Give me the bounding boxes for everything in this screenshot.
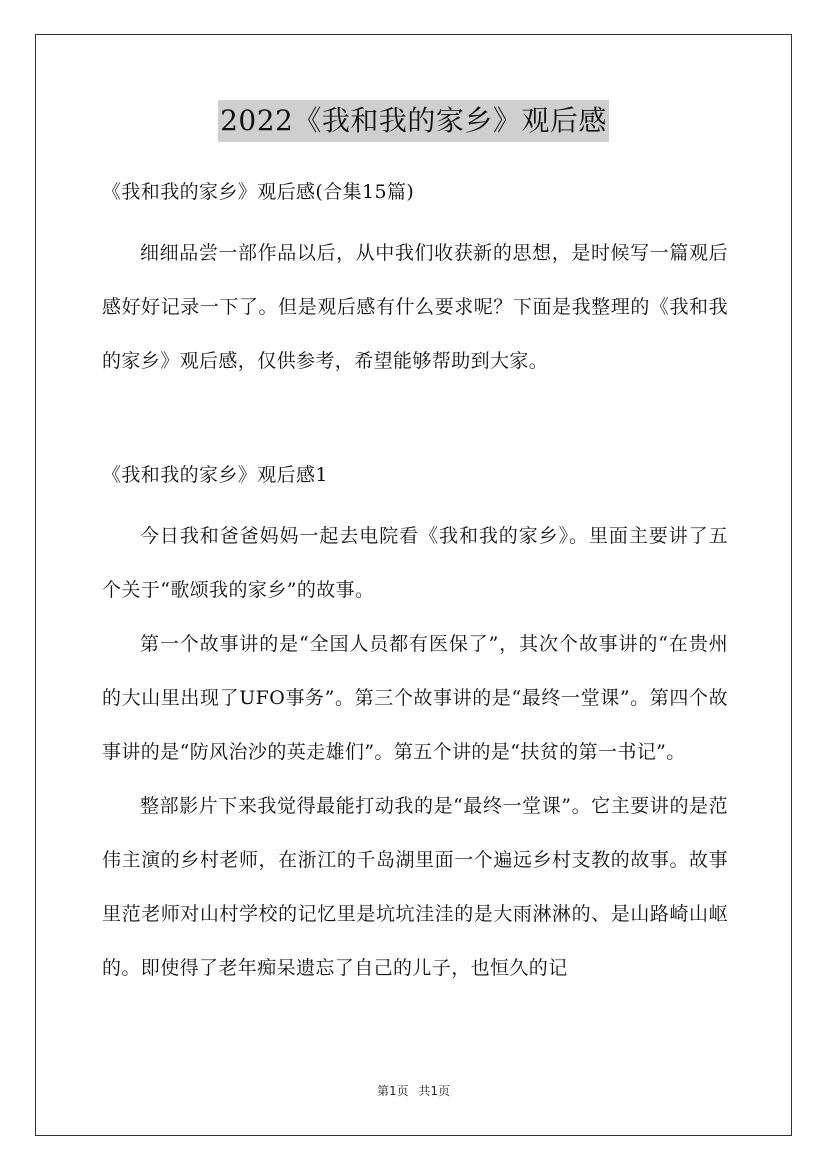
section-paragraph-2: 第一个故事讲的是“全国人员都有医保了”，其次个故事讲的“在贵州的大山里出现了UFO事务”。第三个故事讲的是“最终一堂课”。第四个故事讲的是“防风治沙的英走雄们”。第五个讲的是“扶贫的第一书记”。 xyxy=(102,633,728,763)
page-number: 第1页 xyxy=(376,1084,409,1098)
section-heading: 《我和我的家乡》观后感1 xyxy=(102,464,328,486)
page-total: 共1页 xyxy=(418,1084,451,1098)
section-paragraph-3: 整部影片下来我觉得最能打动我的是“最终一堂课”。它主要讲的是范伟主演的乡村老师，在浙江的千岛湖里面一个遍远乡村支教的故事。故事里范老师对山村学校的记忆里是坑坑洼洼的是大雨淋淋的、是山路崎山岖的。即使得了老年痴呆遗忘了自己的儿子，也恒久的记 xyxy=(102,795,728,979)
document-body xyxy=(102,172,728,995)
document-subtitle: 《我和我的家乡》观后感(合集15篇) xyxy=(102,181,415,203)
intro-text: 细细品尝一部作品以后，从中我们收获新的思想，是时候写一篇观后感好好记录一下了。但是观后感有什么要求呢？下面是我整理的《我和我的家乡》观后感，仅供参考，希望能够帮助到大家。 xyxy=(102,242,728,372)
intro-paragraph xyxy=(102,226,728,388)
section-paragraph-1: 今日我和爸爸妈妈一起去电院看《我和我的家乡》。里面主要讲了五个关于“歌颂我的家乡”的故事。 xyxy=(102,525,728,601)
title-container xyxy=(0,100,827,142)
document-title: 2022《我和我的家乡》观后感 xyxy=(218,100,609,142)
page-footer xyxy=(0,1082,827,1099)
section-body xyxy=(102,509,728,995)
